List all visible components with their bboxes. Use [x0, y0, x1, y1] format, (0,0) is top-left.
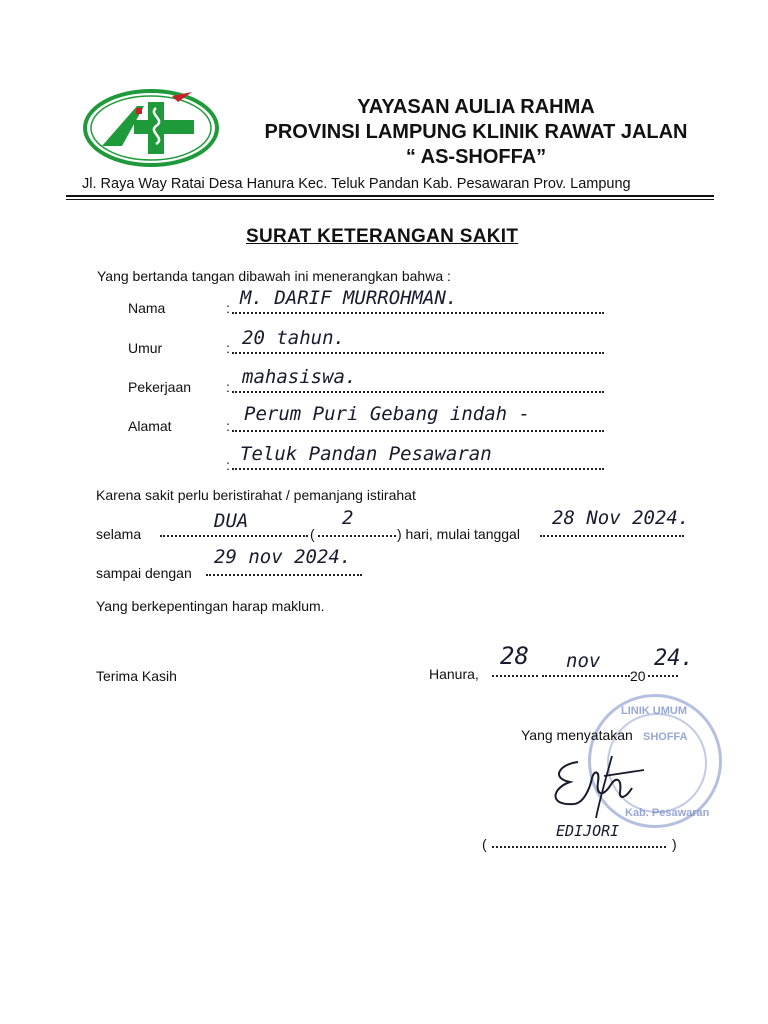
alamat-label: Alamat — [128, 418, 172, 434]
handwritten-signature-icon — [540, 748, 660, 828]
maklum-text: Yang berkepentingan harap maklum. — [96, 598, 325, 614]
selama-after-text: ) hari, mulai tanggal — [397, 526, 520, 542]
day-value: 28 — [500, 642, 529, 670]
month-value: nov — [566, 650, 601, 672]
institution-province-clinic: PROVINSI LAMPUNG KLINIK RAWAT JALAN — [264, 121, 688, 143]
nama-label: Nama — [128, 300, 166, 316]
alamat-colon-2: : — [226, 457, 230, 473]
pekerjaan-colon: : — [226, 379, 230, 395]
signatory-handwritten-name: EDIJORI — [556, 822, 620, 840]
rest-statement: Karena sakit perlu beristirahat / pemanjang istirahat — [96, 487, 416, 503]
end-date-value: 29 nov 2024. — [214, 546, 352, 568]
signatory-label: Yang menyatakan — [521, 727, 633, 743]
nama-colon: : — [226, 300, 230, 316]
signature-close-paren: ) — [672, 836, 677, 852]
pekerjaan-label: Pekerjaan — [128, 379, 192, 395]
start-date-value: 28 Nov 2024. — [552, 507, 690, 529]
stamp-bottom-text: Kab. Pesawaran — [625, 807, 710, 819]
clinic-name: “ AS-SHOFFA” — [405, 146, 547, 168]
alamat-value-line2: Teluk Pandan Pesawaran — [240, 443, 492, 465]
year-prefix: 20 — [630, 668, 646, 684]
signature-name-line — [492, 832, 666, 848]
umur-colon: : — [226, 340, 230, 356]
selama-number-line — [318, 521, 396, 537]
nama-value: M. DARIF MURROHMAN. — [240, 287, 458, 309]
alamat-colon: : — [226, 418, 230, 434]
clinic-logo-icon — [82, 88, 220, 168]
institution-name: YAYASAN AULIA RAHMA — [357, 96, 595, 118]
alamat-value-line1: Perum Puri Gebang indah - — [244, 403, 530, 425]
intro-text: Yang bertanda tangan dibawah ini menerangkan bahwa : — [97, 268, 451, 284]
clinic-address: Jl. Raya Way Ratai Desa Hanura Kec. Teluk Pandan Kab. Pesawaran Prov. Lampung — [82, 176, 631, 192]
umur-label: Umur — [128, 340, 163, 356]
stamp-top-text: LINIK UMUM — [621, 705, 687, 717]
selama-label: selama — [96, 526, 142, 542]
pekerjaan-value: mahasiswa. — [242, 366, 357, 388]
place-label: Hanura, — [429, 666, 479, 682]
document-title: SURAT KETERANGAN SAKIT — [246, 226, 519, 247]
selama-words-value: DUA — [214, 510, 249, 532]
selama-number-value: 2 — [342, 507, 354, 529]
umur-value: 20 tahun. — [242, 327, 345, 349]
header-rule-thick — [66, 195, 714, 197]
sampai-label: sampai dengan — [96, 565, 192, 581]
selama-open-paren: ( — [310, 526, 315, 542]
signature-open-paren: ( — [482, 836, 487, 852]
year-suffix-value: 24. — [654, 646, 694, 671]
thanks-text: Terima Kasih — [96, 668, 177, 684]
stamp-middle-text: SHOFFA — [643, 731, 688, 743]
header-rule-thin — [66, 199, 714, 200]
